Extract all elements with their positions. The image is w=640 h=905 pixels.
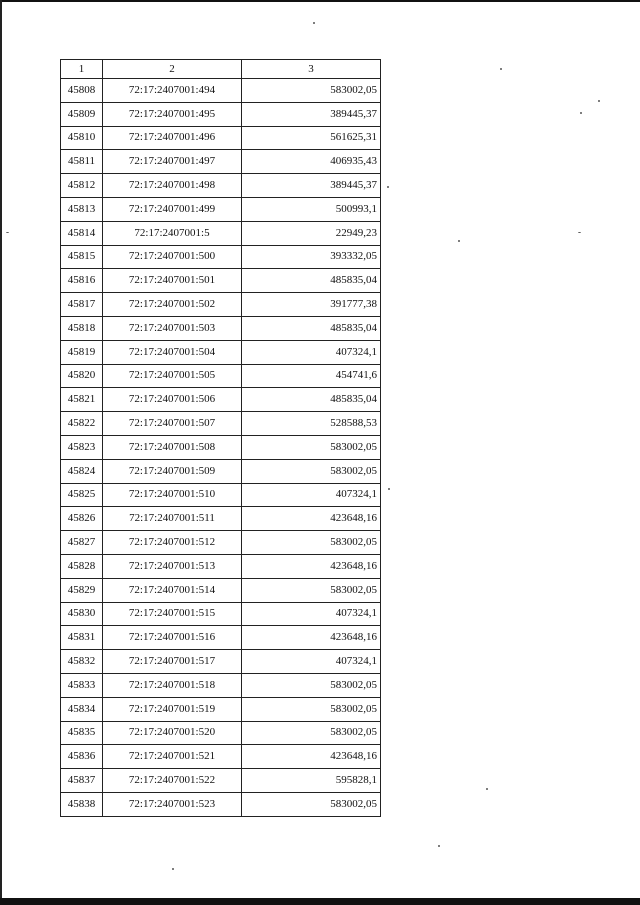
cadastral-number-cell: 72:17:2407001:516 [103,626,242,650]
table-row [61,340,381,364]
table-row [61,364,381,388]
cadastral-number-cell: 72:17:2407001:509 [103,459,242,483]
value-cell: 583002,05 [242,673,381,697]
column-header: 3 [242,60,381,79]
row-number-cell: 45824 [61,459,103,483]
table-row [61,412,381,436]
value-cell: 583002,05 [242,792,381,816]
table-row [61,673,381,697]
row-number-cell: 45813 [61,197,103,221]
row-number-cell: 45821 [61,388,103,412]
value-cell: 583002,05 [242,79,381,103]
value-cell: 22949,23 [242,221,381,245]
row-number-cell: 45820 [61,364,103,388]
cadastral-number-cell: 72:17:2407001:501 [103,269,242,293]
cadastral-number-cell: 72:17:2407001:517 [103,650,242,674]
table-row [61,388,381,412]
table-body [61,79,381,817]
row-number-cell: 45830 [61,602,103,626]
value-cell: 583002,05 [242,578,381,602]
row-number-cell: 45809 [61,102,103,126]
row-number-cell: 45818 [61,316,103,340]
scan-speck [438,845,440,847]
value-cell: 406935,43 [242,150,381,174]
cadastral-number-cell: 72:17:2407001:499 [103,197,242,221]
cadastral-number-cell: 72:17:2407001:511 [103,507,242,531]
row-number-cell: 45834 [61,697,103,721]
column-header: 2 [103,60,242,79]
value-cell: 485835,04 [242,269,381,293]
row-number-cell: 45825 [61,483,103,507]
value-cell: 561625,31 [242,126,381,150]
value-cell: 485835,04 [242,316,381,340]
table-row [61,174,381,198]
table-row [61,792,381,816]
table-header-row [61,60,381,79]
scan-speck [458,240,460,242]
value-cell: 595828,1 [242,769,381,793]
cadastral-number-cell: 72:17:2407001:498 [103,174,242,198]
value-cell: 423648,16 [242,554,381,578]
column-header: 1 [61,60,103,79]
scan-edge-bottom [0,898,640,905]
cadastral-number-cell: 72:17:2407001:497 [103,150,242,174]
cadastral-number-cell: 72:17:2407001:500 [103,245,242,269]
value-cell: 583002,05 [242,459,381,483]
row-number-cell: 45838 [61,792,103,816]
scan-speck [313,22,315,24]
table-row [61,483,381,507]
row-number-cell: 45826 [61,507,103,531]
table-row [61,269,381,293]
table-row [61,602,381,626]
table-row [61,459,381,483]
row-number-cell: 45815 [61,245,103,269]
row-number-cell: 45817 [61,293,103,317]
value-cell: 407324,1 [242,650,381,674]
cadastral-number-cell: 72:17:2407001:504 [103,340,242,364]
cadastral-number-cell: 72:17:2407001:513 [103,554,242,578]
value-cell: 583002,05 [242,721,381,745]
value-cell: 423648,16 [242,626,381,650]
table-row [61,769,381,793]
table-row [61,102,381,126]
row-number-cell: 45828 [61,554,103,578]
row-number-cell: 45812 [61,174,103,198]
row-number-cell: 45810 [61,126,103,150]
value-cell: 583002,05 [242,697,381,721]
value-cell: 423648,16 [242,507,381,531]
cadastral-number-cell: 72:17:2407001:502 [103,293,242,317]
table-row [61,293,381,317]
row-number-cell: 45808 [61,79,103,103]
row-number-cell: 45837 [61,769,103,793]
table-row [61,316,381,340]
value-cell: 583002,05 [242,435,381,459]
value-cell: 407324,1 [242,602,381,626]
value-cell: 423648,16 [242,745,381,769]
scan-speck [598,100,600,102]
row-number-cell: 45811 [61,150,103,174]
table-row [61,507,381,531]
scan-speck [6,232,9,233]
cadastral-number-cell: 72:17:2407001:518 [103,673,242,697]
scan-speck [172,868,174,870]
value-cell: 389445,37 [242,102,381,126]
table-row [61,221,381,245]
table-row [61,150,381,174]
table-row [61,126,381,150]
cadastral-number-cell: 72:17:2407001:506 [103,388,242,412]
cadastral-number-cell: 72:17:2407001:495 [103,102,242,126]
table-row [61,745,381,769]
cadastral-number-cell: 72:17:2407001:510 [103,483,242,507]
cadastral-number-cell: 72:17:2407001:5 [103,221,242,245]
cadastral-number-cell: 72:17:2407001:514 [103,578,242,602]
row-number-cell: 45827 [61,531,103,555]
row-number-cell: 45836 [61,745,103,769]
row-number-cell: 45814 [61,221,103,245]
value-cell: 389445,37 [242,174,381,198]
scan-speck [486,788,488,790]
value-cell: 393332,05 [242,245,381,269]
cadastral-number-cell: 72:17:2407001:507 [103,412,242,436]
table-row [61,197,381,221]
scan-speck [580,112,582,114]
row-number-cell: 45831 [61,626,103,650]
row-number-cell: 45833 [61,673,103,697]
scan-edge-left [0,0,2,905]
value-cell: 407324,1 [242,340,381,364]
cadastral-number-cell: 72:17:2407001:522 [103,769,242,793]
row-number-cell: 45835 [61,721,103,745]
row-number-cell: 45832 [61,650,103,674]
table-row [61,578,381,602]
scan-speck [500,68,502,70]
cadastral-number-cell: 72:17:2407001:508 [103,435,242,459]
cadastral-number-cell: 72:17:2407001:515 [103,602,242,626]
cadastral-number-cell: 72:17:2407001:494 [103,79,242,103]
cadastral-number-cell: 72:17:2407001:503 [103,316,242,340]
cadastral-number-cell: 72:17:2407001:520 [103,721,242,745]
cadastral-number-cell: 72:17:2407001:523 [103,792,242,816]
value-cell: 454741,6 [242,364,381,388]
row-number-cell: 45823 [61,435,103,459]
row-number-cell: 45822 [61,412,103,436]
scan-speck [388,488,390,490]
value-cell: 583002,05 [242,531,381,555]
table-row [61,626,381,650]
value-cell: 391777,38 [242,293,381,317]
value-cell: 407324,1 [242,483,381,507]
data-table [60,59,381,817]
table-row [61,245,381,269]
table-row [61,531,381,555]
cadastral-number-cell: 72:17:2407001:496 [103,126,242,150]
value-cell: 528588,53 [242,412,381,436]
value-cell: 485835,04 [242,388,381,412]
cadastral-number-cell: 72:17:2407001:521 [103,745,242,769]
table-row [61,554,381,578]
table-row [61,721,381,745]
scan-speck [387,186,389,188]
table-row [61,697,381,721]
cadastral-number-cell: 72:17:2407001:512 [103,531,242,555]
scan-speck [578,232,581,233]
row-number-cell: 45816 [61,269,103,293]
table-row [61,650,381,674]
cadastral-number-cell: 72:17:2407001:505 [103,364,242,388]
scan-edge-top [0,0,640,2]
row-number-cell: 45829 [61,578,103,602]
table-row [61,435,381,459]
row-number-cell: 45819 [61,340,103,364]
cadastral-number-cell: 72:17:2407001:519 [103,697,242,721]
table-row [61,79,381,103]
value-cell: 500993,1 [242,197,381,221]
